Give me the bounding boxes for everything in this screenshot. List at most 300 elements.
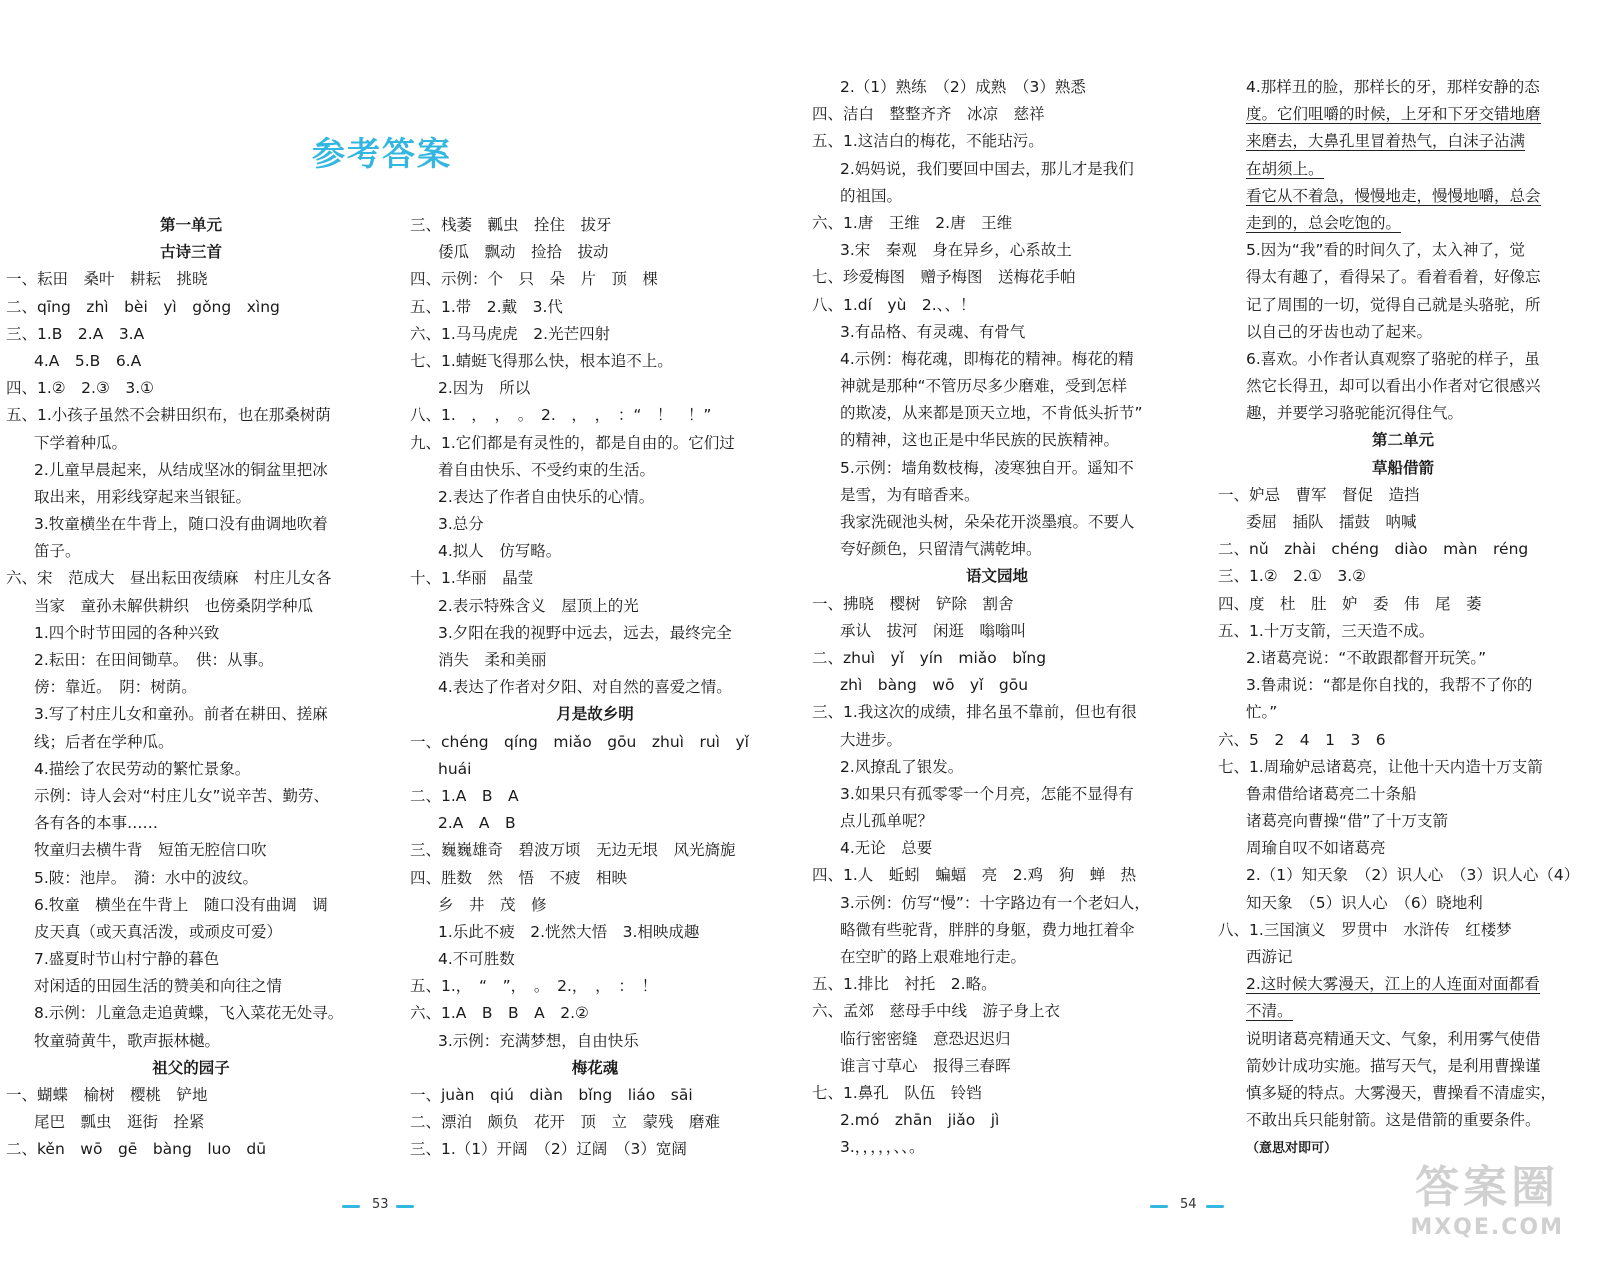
answer-line <box>812 699 1182 726</box>
answer-text: 四、度 杜 肚 妒 委 伟 尾 萎 <box>1218 594 1482 613</box>
answer-line <box>410 620 780 647</box>
answer-text: 三、1.（1）开阔 （2）辽阔 （3）宽阔 <box>410 1140 687 1159</box>
answer-text: 在空旷的路上艰难地行走。 <box>840 948 1027 966</box>
answer-text: 3.如果只有孤零零一个月亮，怎能不显得有 <box>840 784 1134 803</box>
answer-line <box>1218 74 1588 101</box>
answer-text: 5.陂：池岸。 漪：水中的波纹。 <box>34 868 259 887</box>
answer-text: 周瑜自叹不如诸葛亮 <box>1246 839 1386 858</box>
answer-line <box>6 511 376 538</box>
answer-line <box>6 457 376 484</box>
answer-text: 委屈 插队 擂鼓 呐喊 <box>1246 513 1417 531</box>
answer-line <box>812 754 1182 781</box>
answer-text: 临行密密缝 意恐迟迟归 <box>840 1029 1011 1048</box>
answer-line <box>812 427 1182 454</box>
answer-line <box>6 783 376 810</box>
answer-text: 2.因为 所以 <box>438 379 531 398</box>
answer-text: 当家 童孙未解供耕织 也傍桑阴学种瓜 <box>34 596 314 615</box>
answer-line <box>812 101 1182 128</box>
answer-text: 度。它们咀嚼的时候，上牙和下牙交错地磨 <box>1246 105 1541 124</box>
answer-line <box>1218 618 1588 645</box>
answer-line <box>1218 835 1588 862</box>
answer-line <box>812 1080 1182 1107</box>
answer-text: 3.示例：充满梦想，自由快乐 <box>438 1031 639 1050</box>
answer-line <box>812 509 1182 536</box>
answer-text: 5.因为“我”看的时间久了，太入神了，觉 <box>1246 241 1525 260</box>
answer-line <box>410 674 780 701</box>
answer-text: 的精神，这也正是中华民族的民族精神。 <box>840 431 1120 450</box>
answer-text: 六、1.A B B A 2.② <box>410 1004 589 1023</box>
answer-line <box>1218 1026 1588 1053</box>
answer-text: 3.鲁肃说：“都是你自找的，我帮不了你的 <box>1246 676 1533 695</box>
answer-line <box>1218 264 1588 291</box>
answer-text: 对闲适的田园生活的赞美和向往之情 <box>34 977 283 996</box>
answer-text: 第二单元 <box>1371 431 1434 450</box>
answer-line <box>1218 563 1588 590</box>
answer-line <box>812 264 1182 291</box>
answer-text: 月是故乡明 <box>556 705 634 724</box>
answer-line <box>410 919 780 946</box>
answer-text: 牧童归去横牛背 短笛无腔信口吹 <box>34 841 267 860</box>
answer-line <box>1218 971 1588 998</box>
answer-text: 各有各的本事…… <box>34 814 159 833</box>
answer-text: 然它长得丑，却可以看出小作者对它很感兴 <box>1246 377 1541 396</box>
answer-line <box>1218 346 1588 373</box>
answer-line <box>1218 1107 1588 1134</box>
answer-line <box>6 701 376 728</box>
answer-line <box>6 729 376 756</box>
answer-line <box>6 1000 376 1027</box>
answer-line <box>6 321 376 348</box>
answer-text: 的欺凌，从来都是顶天立地，不肯低头折节” <box>840 404 1143 423</box>
answer-line <box>812 727 1182 754</box>
answer-line <box>6 919 376 946</box>
answer-line <box>812 373 1182 400</box>
answer-line <box>812 971 1182 998</box>
answer-line <box>410 294 780 321</box>
answer-line <box>1218 1080 1588 1107</box>
answer-text: 祖父的园子 <box>152 1058 230 1077</box>
answer-text: 点儿孤单呢？ <box>840 812 934 831</box>
answer-text: 二、漂泊 颇负 花开 顶 立 蒙残 磨难 <box>410 1113 721 1132</box>
answer-text: 以自己的牙齿也动了起来。 <box>1246 322 1433 341</box>
answer-text: 3.夕阳在我的视野中远去，远去，最终完全 <box>438 623 732 642</box>
answer-text: 不清。 <box>1246 1002 1293 1021</box>
answer-text: 语文园地 <box>965 567 1028 586</box>
answer-text: 走到的，总会吃饱的。 <box>1246 213 1402 232</box>
answer-text: 梅花魂 <box>571 1058 619 1077</box>
answer-line <box>1218 699 1588 726</box>
answer-text: 六、宋 范成大 昼出耘田夜绩麻 村庄儿女各 <box>6 569 332 588</box>
answer-text: 忙。” <box>1246 703 1278 722</box>
answer-text: 六、1.唐 王维 2.唐 王维 <box>812 213 1013 232</box>
answer-text: 2.诸葛亮说：“不敢跟都督开玩笑。” <box>1246 648 1487 667</box>
answer-line <box>1218 536 1588 563</box>
answer-text: 牧童骑黄牛，歌声振林樾。 <box>34 1031 221 1050</box>
answer-text: 倭瓜 飘动 捡拾 拔动 <box>438 243 609 262</box>
answer-text: 二、kěn wō gē bàng luo dū <box>6 1140 267 1159</box>
answer-text: 一、妒忌 曹军 督促 造挡 <box>1218 485 1420 504</box>
answer-column-3 <box>812 74 1182 1162</box>
answer-line <box>1218 373 1588 400</box>
answer-line <box>1218 482 1588 509</box>
answer-line <box>812 1134 1182 1161</box>
answer-text: 古诗三首 <box>159 243 222 262</box>
answer-text: 4.示例：梅花魂，即梅花的精神。梅花的精 <box>840 349 1134 368</box>
answer-text: 西游记 <box>1246 948 1293 966</box>
section-heading <box>410 701 780 728</box>
answer-text: 箭妙计成功实施。描写天气，是利用曹操谨 <box>1246 1056 1541 1075</box>
watermark-logo <box>1410 1151 1564 1240</box>
answer-line <box>410 810 780 837</box>
answer-line <box>1218 808 1588 835</box>
answer-line <box>1218 645 1588 672</box>
answer-line <box>812 482 1182 509</box>
answer-text: 神就是那种“不管历尽多少磨难，受到怎样 <box>840 377 1128 396</box>
answer-text: 承认 拔河 闲逛 嗡嗡叫 <box>840 621 1027 640</box>
answer-line <box>812 400 1182 427</box>
answer-line <box>812 210 1182 237</box>
answer-line <box>410 538 780 565</box>
answer-text: 来磨去，大鼻孔里冒着热气，白沫子沾满 <box>1246 132 1526 151</box>
answer-line <box>1218 672 1588 699</box>
answer-line <box>6 484 376 511</box>
answer-line <box>1218 128 1588 155</box>
answer-text: 3.示例：仿写“慢”：十字路边有一个老妇人， <box>840 893 1150 912</box>
answer-text: 4.无论 总要 <box>840 839 933 858</box>
answer-text: 六、孟郊 慈母手中线 游子身上衣 <box>812 1002 1061 1021</box>
answer-text: 4.拟人 仿写略。 <box>438 542 562 561</box>
answer-line <box>812 1107 1182 1134</box>
answer-text: 线；后者在学种瓜。 <box>34 732 174 751</box>
answer-text: 七、1.鼻孔 队伍 铃铛 <box>812 1083 982 1102</box>
answer-line <box>812 944 1182 971</box>
answer-text: 3.宋 秦观 身在异乡，心系故土 <box>840 241 1072 260</box>
answer-text: 得太有趣了，看得呆了。看着看着，好像忘 <box>1246 268 1541 287</box>
answer-line <box>812 862 1182 889</box>
answer-line <box>1218 101 1588 128</box>
answer-line <box>6 1028 376 1055</box>
answer-line <box>812 781 1182 808</box>
watermark-text: 答案圈 <box>1415 1162 1560 1213</box>
answer-line <box>410 511 780 538</box>
answer-line <box>6 430 376 457</box>
answer-line <box>812 890 1182 917</box>
answer-line <box>410 266 780 293</box>
answer-text: 草船借箭 <box>1371 458 1434 477</box>
answer-line <box>410 239 780 266</box>
answer-text: 八、1. ， ， 。 2. ， ， ：“ ！ ！” <box>410 406 712 425</box>
answer-line <box>6 620 376 647</box>
answer-text: zhì bàng wō yǐ gōu <box>840 676 1029 695</box>
answer-text: 一、juàn qiú diàn bǐng liáo sāi <box>410 1086 693 1104</box>
answer-text: 皮天真（或天真活泼，或顽皮可爱） <box>34 922 283 941</box>
answer-text: 二、1.A B A <box>410 786 519 805</box>
answer-line <box>812 74 1182 101</box>
answer-text: 四、胜数 然 悟 不疲 相映 <box>410 868 628 887</box>
answer-text: 4.不可胜数 <box>438 950 515 969</box>
answer-line <box>6 973 376 1000</box>
section-heading <box>1218 427 1588 454</box>
answer-text: 夸好颜色，只留清气满乾坤。 <box>840 540 1042 559</box>
answer-line <box>410 729 780 756</box>
answer-text: 二、qīng zhì bèi yì gǒng xìng <box>6 297 280 316</box>
answer-text: 4.那样丑的脸，那样长的牙，那样安静的态 <box>1246 78 1540 96</box>
answer-line <box>1218 781 1588 808</box>
answer-text: 六、5 2 4 1 3 6 <box>1218 730 1386 749</box>
answer-text: 四、1.② 2.③ 3.① <box>6 379 155 398</box>
answer-line <box>410 430 780 457</box>
page-number-deco-left <box>342 1205 360 1208</box>
answer-line <box>410 1082 780 1109</box>
answer-line <box>410 837 780 864</box>
answer-text: 6.喜欢。小作者认真观察了骆驼的样子，虽 <box>1246 349 1540 368</box>
answer-line <box>6 402 376 429</box>
section-heading <box>410 1055 780 1082</box>
answer-line <box>410 892 780 919</box>
answer-line <box>812 156 1182 183</box>
answer-text: huái <box>438 759 472 778</box>
answer-text: 一、耘田 桑叶 耕耘 挑晓 <box>6 270 208 289</box>
answer-text: 2.（1）熟练 （2）成熟 （3）熟悉 <box>840 78 1086 96</box>
answer-line <box>6 647 376 674</box>
answer-text: 2.表达了作者自由快乐的心情。 <box>438 487 655 506</box>
answer-text: 六、1.马马虎虎 2.光芒四射 <box>410 324 611 343</box>
answer-line <box>410 457 780 484</box>
answer-text: 一、chéng qíng miǎo gōu zhuì ruì yǐ <box>410 732 749 751</box>
answer-column-4 <box>1218 74 1588 1162</box>
answer-text: 三、巍巍雄奇 碧波万顷 无边无垠 风光旖旎 <box>410 841 736 860</box>
answer-line <box>6 837 376 864</box>
answer-text: 大进步。 <box>840 730 903 749</box>
answer-text: 下学着种瓜。 <box>34 433 128 452</box>
answer-line <box>410 783 780 810</box>
answer-text: 笛子。 <box>34 542 81 561</box>
answer-line <box>410 348 780 375</box>
answer-line <box>6 865 376 892</box>
answer-text: 3.写了村庄儿女和童孙。前者在耕田、搓麻 <box>34 705 328 724</box>
answer-line <box>812 808 1182 835</box>
answer-line <box>1218 156 1588 183</box>
answer-text: 诸葛亮向曹操“借”了十万支箭 <box>1246 812 1449 831</box>
answer-line <box>6 1109 376 1136</box>
answer-text: 1.乐此不疲 2.恍然大悟 3.相映成趣 <box>438 922 700 941</box>
answer-text: 4.A 5.B 6.A <box>34 351 142 370</box>
page-number-deco-right-2 <box>1206 1205 1224 1208</box>
answer-text: 看它从不着急，慢慢地走，慢慢地嚼，总会 <box>1246 186 1541 205</box>
answer-text: 3.牧童横坐在牛背上，随口没有曲调地吹着 <box>34 515 328 534</box>
page-number-right: 54 <box>1180 1197 1197 1212</box>
answer-line <box>410 212 780 239</box>
answer-line <box>410 375 780 402</box>
answer-text: 十、1.华丽 晶莹 <box>410 569 534 588</box>
answer-text: 不敢出兵只能射箭。这是借箭的重要条件。 <box>1246 1111 1541 1130</box>
answer-line <box>812 237 1182 264</box>
answer-line <box>1218 944 1588 971</box>
answer-line <box>812 591 1182 618</box>
answer-line <box>6 756 376 783</box>
answer-line <box>410 565 780 592</box>
answer-line <box>6 565 376 592</box>
answer-line <box>1218 917 1588 944</box>
answer-line <box>6 538 376 565</box>
answer-text: 第一单元 <box>159 216 222 234</box>
answer-text: 说明诸葛亮精通天文、气象，利用雾气使借 <box>1246 1029 1541 1048</box>
answer-line <box>410 1109 780 1136</box>
answer-text: 3.有品格、有灵魂、有骨气 <box>840 322 1026 341</box>
answer-text: 2.风撩乱了银发。 <box>840 757 964 776</box>
answer-text: 三、1.我这次的成绩，排名虽不靠前，但也有很 <box>812 703 1137 722</box>
answer-line <box>1218 998 1588 1025</box>
answer-text: 七、珍爱梅图 赠予梅图 送梅花手帕 <box>812 268 1076 287</box>
answer-text: 2.A A B <box>438 814 516 833</box>
answer-text: 五、1.这洁白的梅花，不能玷污。 <box>812 132 1044 151</box>
answer-line <box>6 375 376 402</box>
answer-text: 2.表示特殊含义 屋顶上的光 <box>438 596 639 615</box>
answer-text: 3.总分 <box>438 515 484 534</box>
answer-text: 2.mó zhān jiǎo jì <box>840 1111 1000 1130</box>
answer-text: 傍：靠近。 阴：树荫。 <box>34 678 197 697</box>
answer-line <box>410 484 780 511</box>
answer-text: 趣，并要学习骆驼能沉得住气。 <box>1246 404 1464 423</box>
answer-text: 着自由快乐、不受约束的生活。 <box>438 460 656 479</box>
answer-text: 的祖国。 <box>840 186 903 205</box>
answer-text: 七、1.周瑜妒忌诸葛亮，让他十天内造十万支箭 <box>1218 757 1543 776</box>
answer-line <box>812 672 1182 699</box>
page-number-deco-left-2 <box>396 1205 414 1208</box>
answer-line <box>1218 509 1588 536</box>
section-heading <box>1218 455 1588 482</box>
answer-line <box>6 946 376 973</box>
answer-text: 4.描绘了农民劳动的繁忙景象。 <box>34 759 251 778</box>
answer-line <box>1218 727 1588 754</box>
answer-line <box>6 892 376 919</box>
answer-line <box>1218 862 1588 889</box>
answer-text: 2.妈妈说，我们要回中国去，那儿才是我们 <box>840 159 1134 178</box>
answer-text: 七、1.蜻蜓飞得那么快，根本追不上。 <box>410 351 673 370</box>
answer-line <box>6 810 376 837</box>
answer-text: 五、1.小孩子虽然不会耕田织布，也在那桑树荫 <box>6 406 331 425</box>
watermark-url: MXQE.COM <box>1410 1215 1564 1240</box>
section-heading <box>812 563 1182 590</box>
answer-line <box>410 1136 780 1163</box>
answer-line <box>410 756 780 783</box>
answer-text: 4.表达了作者对夕阳、对自然的喜爱之情。 <box>438 678 732 697</box>
answer-line <box>1218 292 1588 319</box>
note-text: （意思对即可） <box>1246 1141 1338 1157</box>
answer-text: 示例：诗人会对“村庄儿女”说辛苦、勤劳、 <box>34 786 330 805</box>
answer-text: 三、1.B 2.A 3.A <box>6 324 145 343</box>
answer-text: 一、蝴蝶 榆树 樱桃 铲地 <box>6 1086 208 1104</box>
answer-line <box>812 319 1182 346</box>
answer-line <box>812 835 1182 862</box>
answer-line <box>6 674 376 701</box>
answer-text: 二、nǔ zhài chéng diào màn réng <box>1218 540 1529 559</box>
answer-line <box>410 321 780 348</box>
answer-text: 尾巴 瓢虫 逛街 拴紧 <box>34 1113 205 1132</box>
answer-text: 三、1.② 2.① 3.② <box>1218 567 1367 586</box>
answer-line <box>410 593 780 620</box>
answer-line <box>410 946 780 973</box>
answer-text: 四、示例：个 只 朵 片 顶 棵 <box>410 270 659 289</box>
answer-text: 三、栈萎 瓤虫 拴住 拔牙 <box>410 216 612 234</box>
answer-text: 五、1.， “ ”， 。 2.， ， ： ！ <box>410 977 658 996</box>
answer-line <box>812 292 1182 319</box>
answer-text: 四、1.人 蚯蚓 蝙蝠 亮 2.鸡 狗 蝉 热 <box>812 866 1137 885</box>
answer-text: 八、1.dí yù 2.、、！ <box>812 295 976 314</box>
page-title: 参考答案 <box>312 134 452 173</box>
answer-line <box>812 917 1182 944</box>
answer-text: 谁言寸草心 报得三春晖 <box>840 1056 1011 1075</box>
answer-text: 乡 井 茂 修 <box>438 895 547 914</box>
answer-line <box>1218 890 1588 917</box>
answer-line <box>410 1028 780 1055</box>
answer-text: 一、拂晓 樱树 铲除 割舍 <box>812 594 1014 613</box>
answer-text: 5.示例：墙角数枝梅，凌寒独自开。遥知不 <box>840 458 1134 477</box>
answer-line <box>1218 591 1588 618</box>
answer-line <box>812 1026 1182 1053</box>
section-heading <box>6 239 376 266</box>
answer-text: 四、洁白 整整齐齐 冰凉 慈祥 <box>812 105 1045 124</box>
answer-text: 知天象 （5）识人心 （6）晓地利 <box>1246 893 1483 912</box>
answer-text: 2.儿童早晨起来，从结成坚冰的铜盆里把冰 <box>34 460 328 479</box>
answer-line <box>6 266 376 293</box>
answer-line <box>1218 319 1588 346</box>
answer-line <box>812 618 1182 645</box>
answer-text: 我家洗砚池头树，朵朵花开淡墨痕。不要人 <box>840 513 1135 531</box>
answer-text: 7.盛夏时节山村宁静的暮色 <box>34 950 220 969</box>
answer-text: 2.这时候大雾漫天，江上的人连面对面都看 <box>1246 975 1540 994</box>
answer-text: 消失 柔和美丽 <box>438 651 547 669</box>
answer-text: 二、zhuì yǐ yín miǎo bǐng <box>812 648 1047 667</box>
answer-text: 慎多疑的特点。大雾漫天，曹操看不清虚实， <box>1246 1083 1557 1102</box>
answer-column-2 <box>410 212 780 1164</box>
answer-line <box>1218 183 1588 210</box>
answer-line <box>6 1136 376 1163</box>
answer-column-1 <box>6 212 376 1164</box>
answer-line <box>6 348 376 375</box>
answer-text: 取出来，用彩线穿起来当银钲。 <box>34 487 252 506</box>
answer-line <box>410 973 780 1000</box>
answer-line <box>410 647 780 674</box>
answer-text: 八、1.三国演义 罗贯中 水浒传 红楼梦 <box>1218 920 1512 939</box>
answer-text: 是雪，为有暗香来。 <box>840 485 980 504</box>
answer-text: 2.耘田：在田间锄草。 供：从事。 <box>34 651 274 669</box>
answer-text: 8.示例：儿童急走追黄蝶，飞入菜花无处寻。 <box>34 1004 344 1023</box>
answer-text: 在胡须上。 <box>1246 159 1324 178</box>
answer-line <box>812 183 1182 210</box>
answer-line <box>812 998 1182 1025</box>
answer-line <box>410 1000 780 1027</box>
answer-line <box>1218 210 1588 237</box>
answer-line <box>6 1082 376 1109</box>
answer-line <box>812 455 1182 482</box>
answer-text: 五、1.十万支箭，三天造不成。 <box>1218 621 1435 640</box>
answer-text: 记了周围的一切，觉得自己就是头骆驼，所 <box>1246 295 1541 314</box>
answer-line <box>410 865 780 892</box>
answer-line <box>6 593 376 620</box>
answer-line <box>1218 1053 1588 1080</box>
answer-line <box>6 294 376 321</box>
answer-line <box>812 536 1182 563</box>
answer-text: 鲁肃借给诸葛亮二十条船 <box>1246 784 1417 803</box>
answer-text: 略微有些驼背，胖胖的身躯，费力地扛着伞 <box>840 920 1135 939</box>
answer-line <box>410 402 780 429</box>
answer-line <box>1218 237 1588 264</box>
answer-line <box>812 645 1182 672</box>
section-heading <box>6 1055 376 1082</box>
page-number-left: 53 <box>372 1197 389 1212</box>
answer-text: 五、1.排比 衬托 2.略。 <box>812 975 997 994</box>
